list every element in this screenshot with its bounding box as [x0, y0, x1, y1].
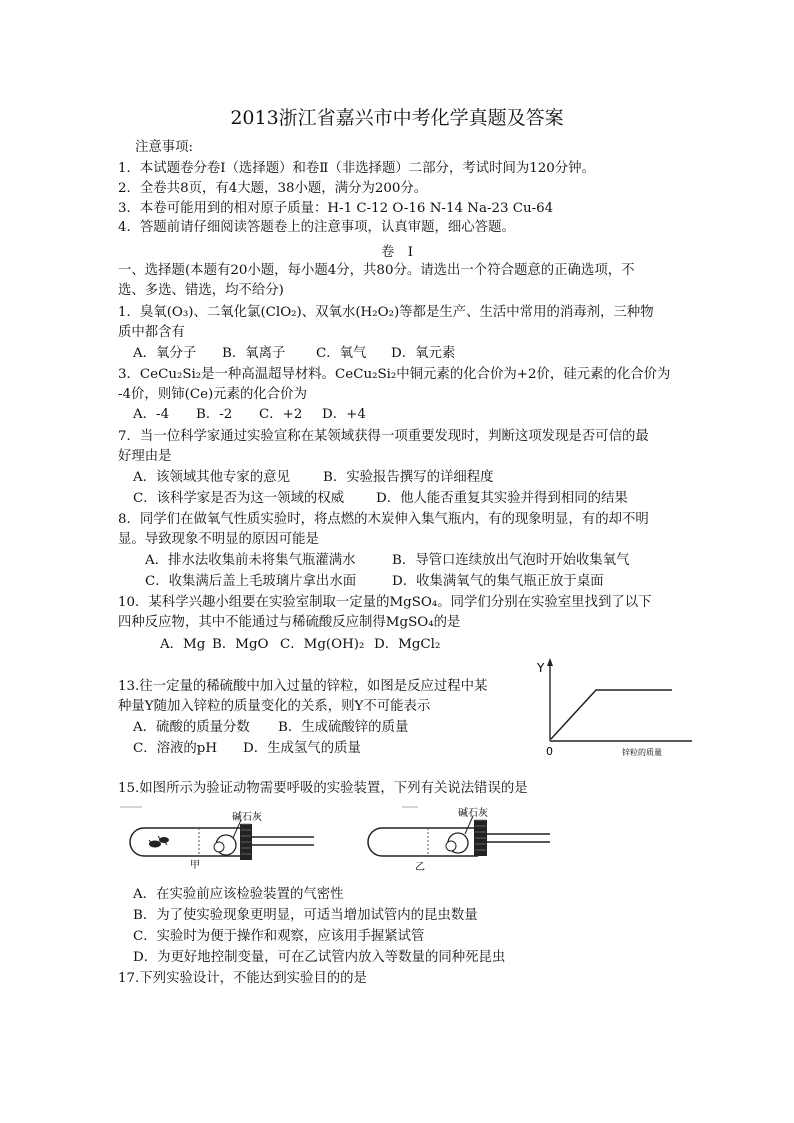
label-tube-jia: 甲: [190, 860, 200, 871]
q13-stem-line-1: 13.往一定量的稀硫酸中加入过量的锌粒，如图是反应过程中某: [118, 679, 488, 694]
q15-option-b: B．为了使实验现象更明显，可适当增加试管内的昆虫数量: [133, 908, 478, 923]
q8-option-d: D．收集满氧气的集气瓶正放于桌面: [392, 574, 604, 589]
q8-stem-line-1: 8．同学们在做氧气性质实验时，将点燃的木炭伸入集气瓶内，有的现象明显，有的却不明: [118, 512, 649, 527]
q8-stem-line-2: 显。导致现象不明显的原因可能是: [118, 532, 319, 547]
notice-item-2: 2．全卷共8页，有4大题，38小题，满分为200分。: [118, 181, 428, 196]
q15-option-c: C．实验时为便于操作和观察，应该用手握紧试管: [133, 929, 425, 944]
q1-option-b: B．氧离子: [222, 346, 286, 361]
notice-item-4: 4．答题前请仔细阅读答题卷上的注意事项，认真审题，细心答题。: [118, 220, 515, 235]
section-intro-line-2: 选、多选、错选，均不给分): [118, 283, 284, 298]
q10-option-a: A．Mg: [160, 637, 206, 652]
label-soda-lime-right: 碱石灰: [458, 808, 488, 819]
page-title: 2013浙江省嘉兴市中考化学真题及答案: [230, 107, 564, 129]
q3-option-c: C．+2: [259, 407, 303, 422]
q15-option-d: D．为更好地控制变量，可在乙试管内放入等数量的同种死昆虫: [133, 950, 506, 965]
y-axis-arrow-icon: [547, 658, 553, 666]
q10-option-c: C．Mg(OH)₂: [280, 637, 365, 652]
q10-option-b: B．MgO: [212, 637, 269, 652]
tube-jia: [130, 810, 314, 871]
q13-graph: [520, 655, 700, 757]
notice-item-3: 3．本卷可能用到的相对原子质量：H-1 C-12 O-16 N-14 Na-23 Cu-64: [118, 201, 554, 216]
q3-option-b: B．-2: [196, 407, 233, 422]
q10-option-d: D．MgCl₂: [374, 637, 441, 652]
q3-stem-line-2: -4价，则铈(Ce)元素的化合价为: [118, 387, 307, 402]
graph-y-label: Y: [537, 661, 545, 675]
q15-option-a: A．在实验前应该检验装置的气密性: [133, 887, 344, 902]
q7-option-b: B．实验报告撰写的详细程度: [323, 470, 494, 485]
q13-stem-line-2: 种量Y随加入锌粒的质量变化的关系，则Y不可能表示: [118, 699, 431, 714]
q1-option-a: A．氧分子: [133, 346, 197, 361]
insect-icon: [149, 836, 169, 848]
graph-x-label: 锌粒的质量: [622, 748, 662, 757]
q10-stem-line-2: 四种反应物，其中不能通过与稀硫酸反应制得MgSO₄的是: [118, 615, 461, 630]
q3-option-d: D．+4: [322, 407, 366, 422]
q13-option-d: D．生成氢气的质量: [243, 741, 361, 756]
q17-stem: 17.下列实验设计，不能达到实验目的的是: [118, 971, 367, 986]
q1-option-c: C．氧气: [316, 346, 367, 361]
q13-option-a: A．硫酸的质量分数: [133, 720, 250, 735]
q7-option-c: C．该科学家是否为这一领域的权威: [133, 491, 345, 506]
q1-option-d: D．氧元素: [391, 346, 456, 361]
q10-stem-line-1: 10．某科学兴趣小组要在实验室制取一定量的MgSO₄。同学们分别在实验室里找到了以下: [118, 595, 652, 610]
q15-figure: [118, 800, 558, 876]
q7-stem-line-1: 7．当一位科学家通过实验宣称在某领域获得一项重要发现时，判断这项发现是否可信的最: [118, 429, 649, 444]
q1-stem-line-1: 1．臭氧(O₃)、二氧化氯(ClO₂)、双氧水(H₂O₂)等都是生产、生活中常用的消毒剂，三种物: [118, 305, 654, 320]
label-soda-lime-left: 碱石灰: [232, 812, 262, 823]
q13-option-b: B．生成硫酸锌的质量: [278, 720, 409, 735]
notice-heading: 注意事项:: [135, 140, 194, 155]
section-title: 卷 Ⅰ: [380, 245, 414, 260]
q13-curve: [551, 690, 672, 739]
q1-stem-line-2: 质中都含有: [118, 325, 185, 340]
q8-option-a: A．排水法收集前未将集气瓶灌满水: [145, 553, 356, 568]
q3-stem-line-1: 3．CeCu₂Si₂是一种高温超导材料。CeCu₂Si₂中铜元素的化合价为+2价，硅元素的化合价为: [118, 367, 671, 382]
q8-option-c: C．收集满后盖上毛玻璃片拿出水面: [145, 574, 357, 589]
q7-option-a: A．该领域其他专家的意见: [133, 470, 290, 485]
q15-stem: 15.如图所示为验证动物需要呼吸的实验装置，下列有关说法错误的是: [118, 781, 528, 796]
graph-origin-label: 0: [546, 745, 553, 757]
section-intro-line-1: 一、选择题(本题有20小题，每小题4分，共80分。请选出一个符合题意的正确选项，不: [118, 263, 635, 278]
q3-option-a: A．-4: [133, 407, 170, 422]
q7-stem-line-2: 好理由是: [118, 449, 172, 464]
tube-yi: [368, 806, 550, 873]
label-tube-yi: 乙: [415, 862, 425, 873]
q7-option-d: D．他人能否重复其实验并得到相同的结果: [376, 491, 628, 506]
q8-option-b: B．导管口连续放出气泡时开始收集氧气: [392, 553, 630, 568]
notice-item-1: 1．本试题卷分卷Ⅰ（选择题）和卷Ⅱ（非选择题）二部分，考试时间为120分钟。: [118, 161, 595, 176]
q13-option-c: C．溶液的pH: [133, 741, 218, 756]
